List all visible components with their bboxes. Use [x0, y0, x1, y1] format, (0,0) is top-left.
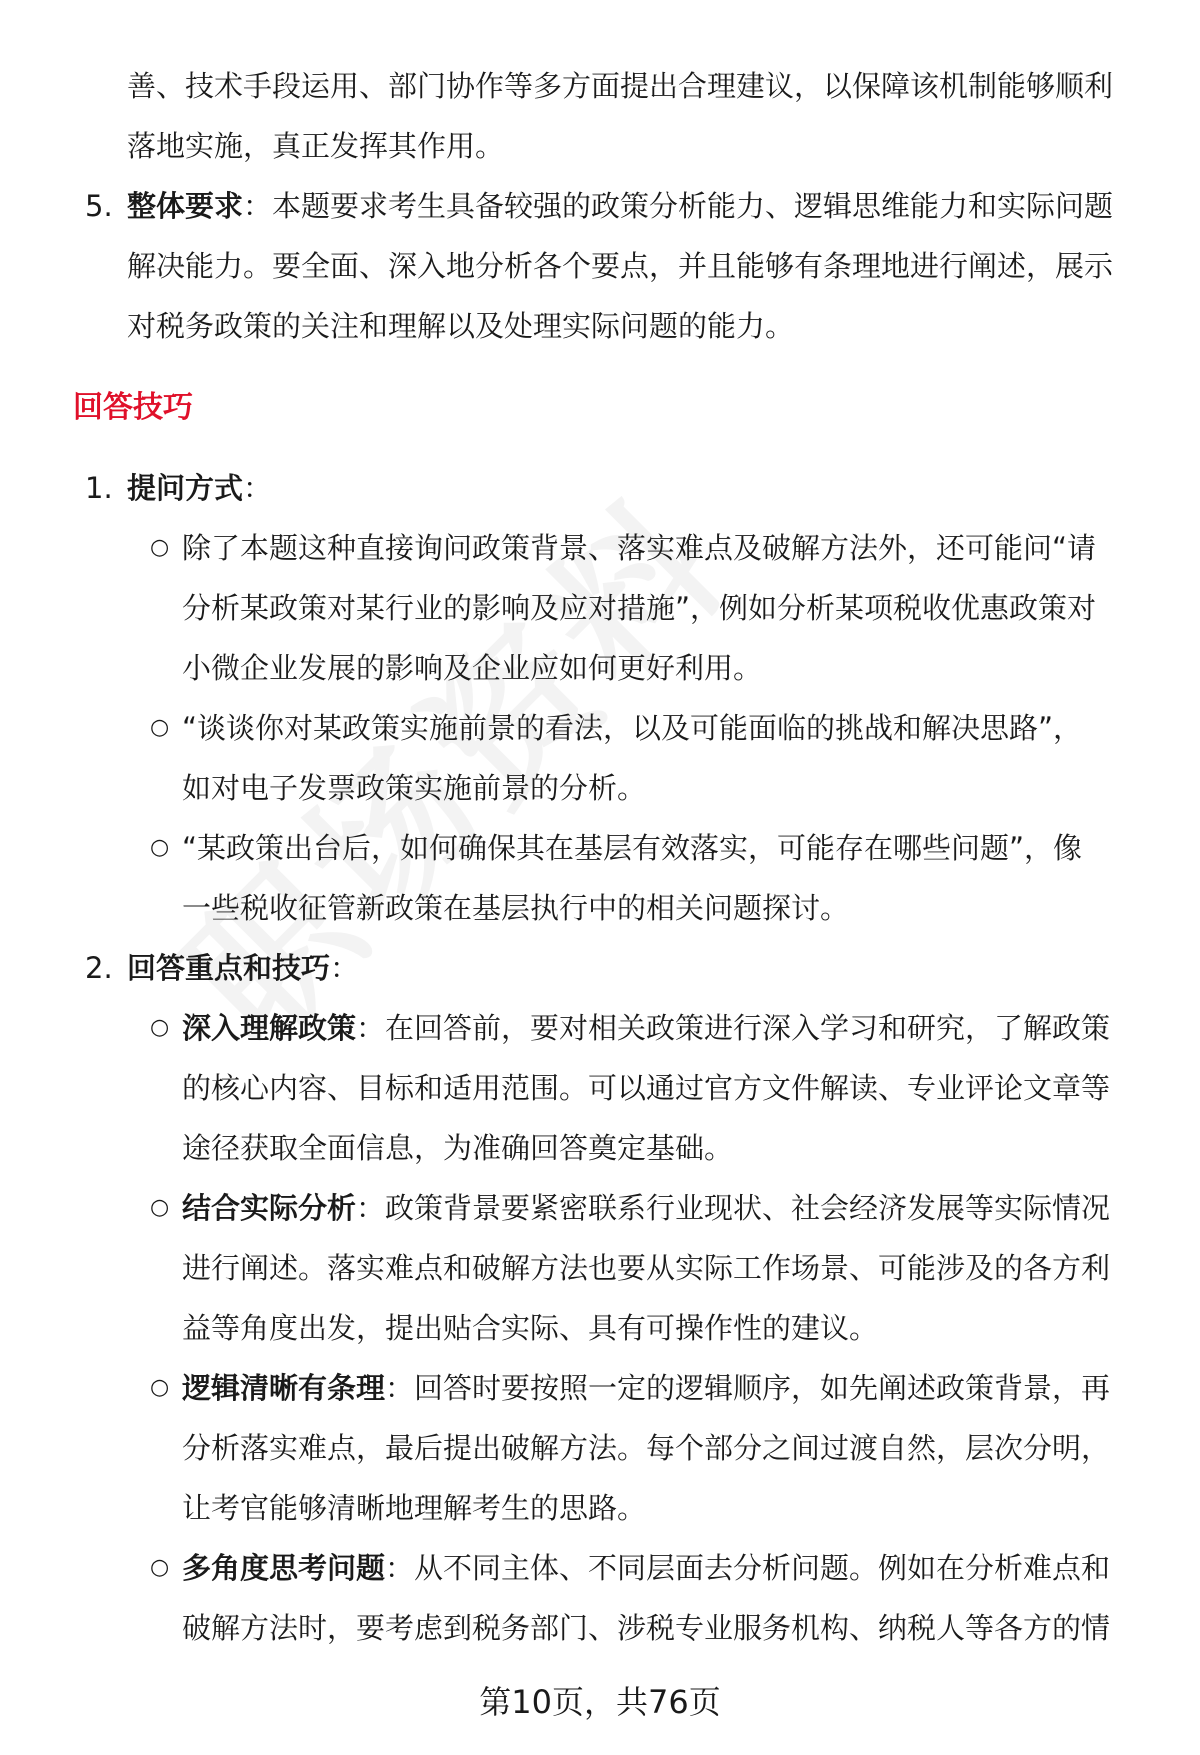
paragraph-line: 如对电子发票政策实施前景的分析。 [182, 771, 647, 805]
item-text: 本题要求考生具备较强的政策分析能力、逻辑思维能力和实际问题 [272, 189, 1114, 223]
list-item-1: 1. 提问方式： [0, 458, 1200, 518]
list-item: ○ 深入理解政策：在回答前，要对相关政策进行深入学习和研究，了解政策 的核心内容、目标和适用范围。可以通过官方文件解读、专业评论文章等 途径获取全面信息，为准确回答奠定基础。 [0, 998, 1200, 1178]
list-item [0, 518, 1200, 698]
page-footer: 第10页，共76页 [479, 1683, 721, 1721]
bullet-icon: ○ [150, 1555, 170, 1580]
item-title: 回答重点和技巧 [127, 951, 331, 985]
paragraph-line: “谈谈你对某政策实施前景的看法，以及可能面临的挑战和解决思路”， [182, 711, 1083, 745]
paragraph-line: 分析某政策对某行业的影响及应对措施”，例如分析某项税收优惠政策对 [182, 591, 1097, 625]
bullet-title: 逻辑清晰有条理 [182, 1371, 386, 1405]
item-title: 提问方式 [127, 471, 244, 505]
page-content [0, 56, 1200, 1658]
bullet-text: 从不同主体、不同层面去分析问题。例如在分析难点和 [414, 1551, 1111, 1585]
list-item [0, 818, 1200, 938]
paragraph-line: 让考官能够清晰地理解考生的思路。 [182, 1491, 647, 1525]
list-number: 1. [85, 471, 113, 505]
bullet-icon: ○ [150, 535, 170, 560]
bullet-icon: ○ [150, 1015, 170, 1040]
bullet-text: 回答时要按照一定的逻辑顺序，如先阐述政策背景，再 [414, 1371, 1111, 1405]
paragraph-line: 小微企业发展的影响及企业应如何更好利用。 [182, 651, 763, 685]
list-item-5: 5. 整体要求：本题要求考生具备较强的政策分析能力、逻辑思维能力和实际问题 解决能力。要全面、深入地分析各个要点，并且能够有条理地进行阐述，展示 对税务政策的关注和理解以及处理实际问题的能力。 [0, 176, 1200, 356]
paragraph-line: 途径获取全面信息，为准确回答奠定基础。 [182, 1131, 734, 1165]
paragraph-line: 一些税收征管新政策在基层执行中的相关问题探讨。 [182, 891, 850, 925]
list-item: ○ 结合实际分析：政策背景要紧密联系行业现状、社会经济发展等实际情况 进行阐述。落实难点和破解方法也要从实际工作场景、可能涉及的各方利 益等角度出发，提出贴合实际、具有可操作性的建议。 [0, 1178, 1200, 1358]
paragraph-line: 进行阐述。落实难点和破解方法也要从实际工作场景、可能涉及的各方利 [182, 1251, 1111, 1285]
paragraph-line: 善、技术手段运用、部门协作等多方面提出合理建议，以保障该机制能够顺利 [127, 69, 1114, 103]
paragraph-line: 分析落实难点，最后提出破解方法。每个部分之间过渡自然，层次分明， [182, 1431, 1111, 1465]
bullet-text: 政策背景要紧密联系行业现状、社会经济发展等实际情况 [385, 1191, 1111, 1225]
bullet-title: 深入理解政策 [182, 1011, 357, 1045]
list-item: ○ 逻辑清晰有条理：回答时要按照一定的逻辑顺序，如先阐述政策背景，再 分析落实难点，最后提出破解方法。每个部分之间过渡自然，层次分明， 让考官能够清晰地理解考生的思路。 [0, 1358, 1200, 1538]
paragraph-line: 落地实施，真正发挥其作用。 [127, 129, 505, 163]
bullet-text: 在回答前，要对相关政策进行深入学习和研究，了解政策 [385, 1011, 1111, 1045]
bullet-icon: ○ [150, 715, 170, 740]
bullet-title: 多角度思考问题 [182, 1551, 386, 1585]
list-item [0, 698, 1200, 818]
list-number: 5. [85, 189, 113, 223]
paragraph-line: 破解方法时，要考虑到税务部门、涉税专业服务机构、纳税人等各方的情 [182, 1611, 1111, 1645]
paragraph-line: 除了本题这种直接询问政策背景、落实难点及破解方法外，还可能问“请 [182, 531, 1097, 565]
list-number: 2. [85, 951, 113, 985]
bullet-icon: ○ [150, 835, 170, 860]
list-item-2: 2. 回答重点和技巧： [0, 938, 1200, 998]
item-title: 整体要求 [127, 189, 244, 223]
section-heading: 回答技巧 [73, 390, 193, 425]
paragraph-line: “某政策出台后，如何确保其在基层有效落实，可能存在哪些问题”，像 [182, 831, 1083, 865]
bullet-list [0, 518, 1200, 938]
bullet-icon: ○ [150, 1375, 170, 1400]
bullet-icon: ○ [150, 1195, 170, 1220]
bullet-list [0, 998, 1200, 1658]
list-item: ○ 多角度思考问题：从不同主体、不同层面去分析问题。例如在分析难点和 破解方法时，要考虑到税务部门、涉税专业服务机构、纳税人等各方的情 [0, 1538, 1200, 1658]
paragraph-line: 益等角度出发，提出贴合实际、具有可操作性的建议。 [182, 1311, 879, 1345]
bullet-title: 结合实际分析 [182, 1191, 357, 1225]
paragraph-line: 解决能力。要全面、深入地分析各个要点，并且能够有条理地进行阐述，展示 [127, 249, 1114, 283]
paragraph-line: 对税务政策的关注和理解以及处理实际问题的能力。 [127, 309, 795, 343]
paragraph-line: 的核心内容、目标和适用范围。可以通过官方文件解读、专业评论文章等 [182, 1071, 1111, 1105]
